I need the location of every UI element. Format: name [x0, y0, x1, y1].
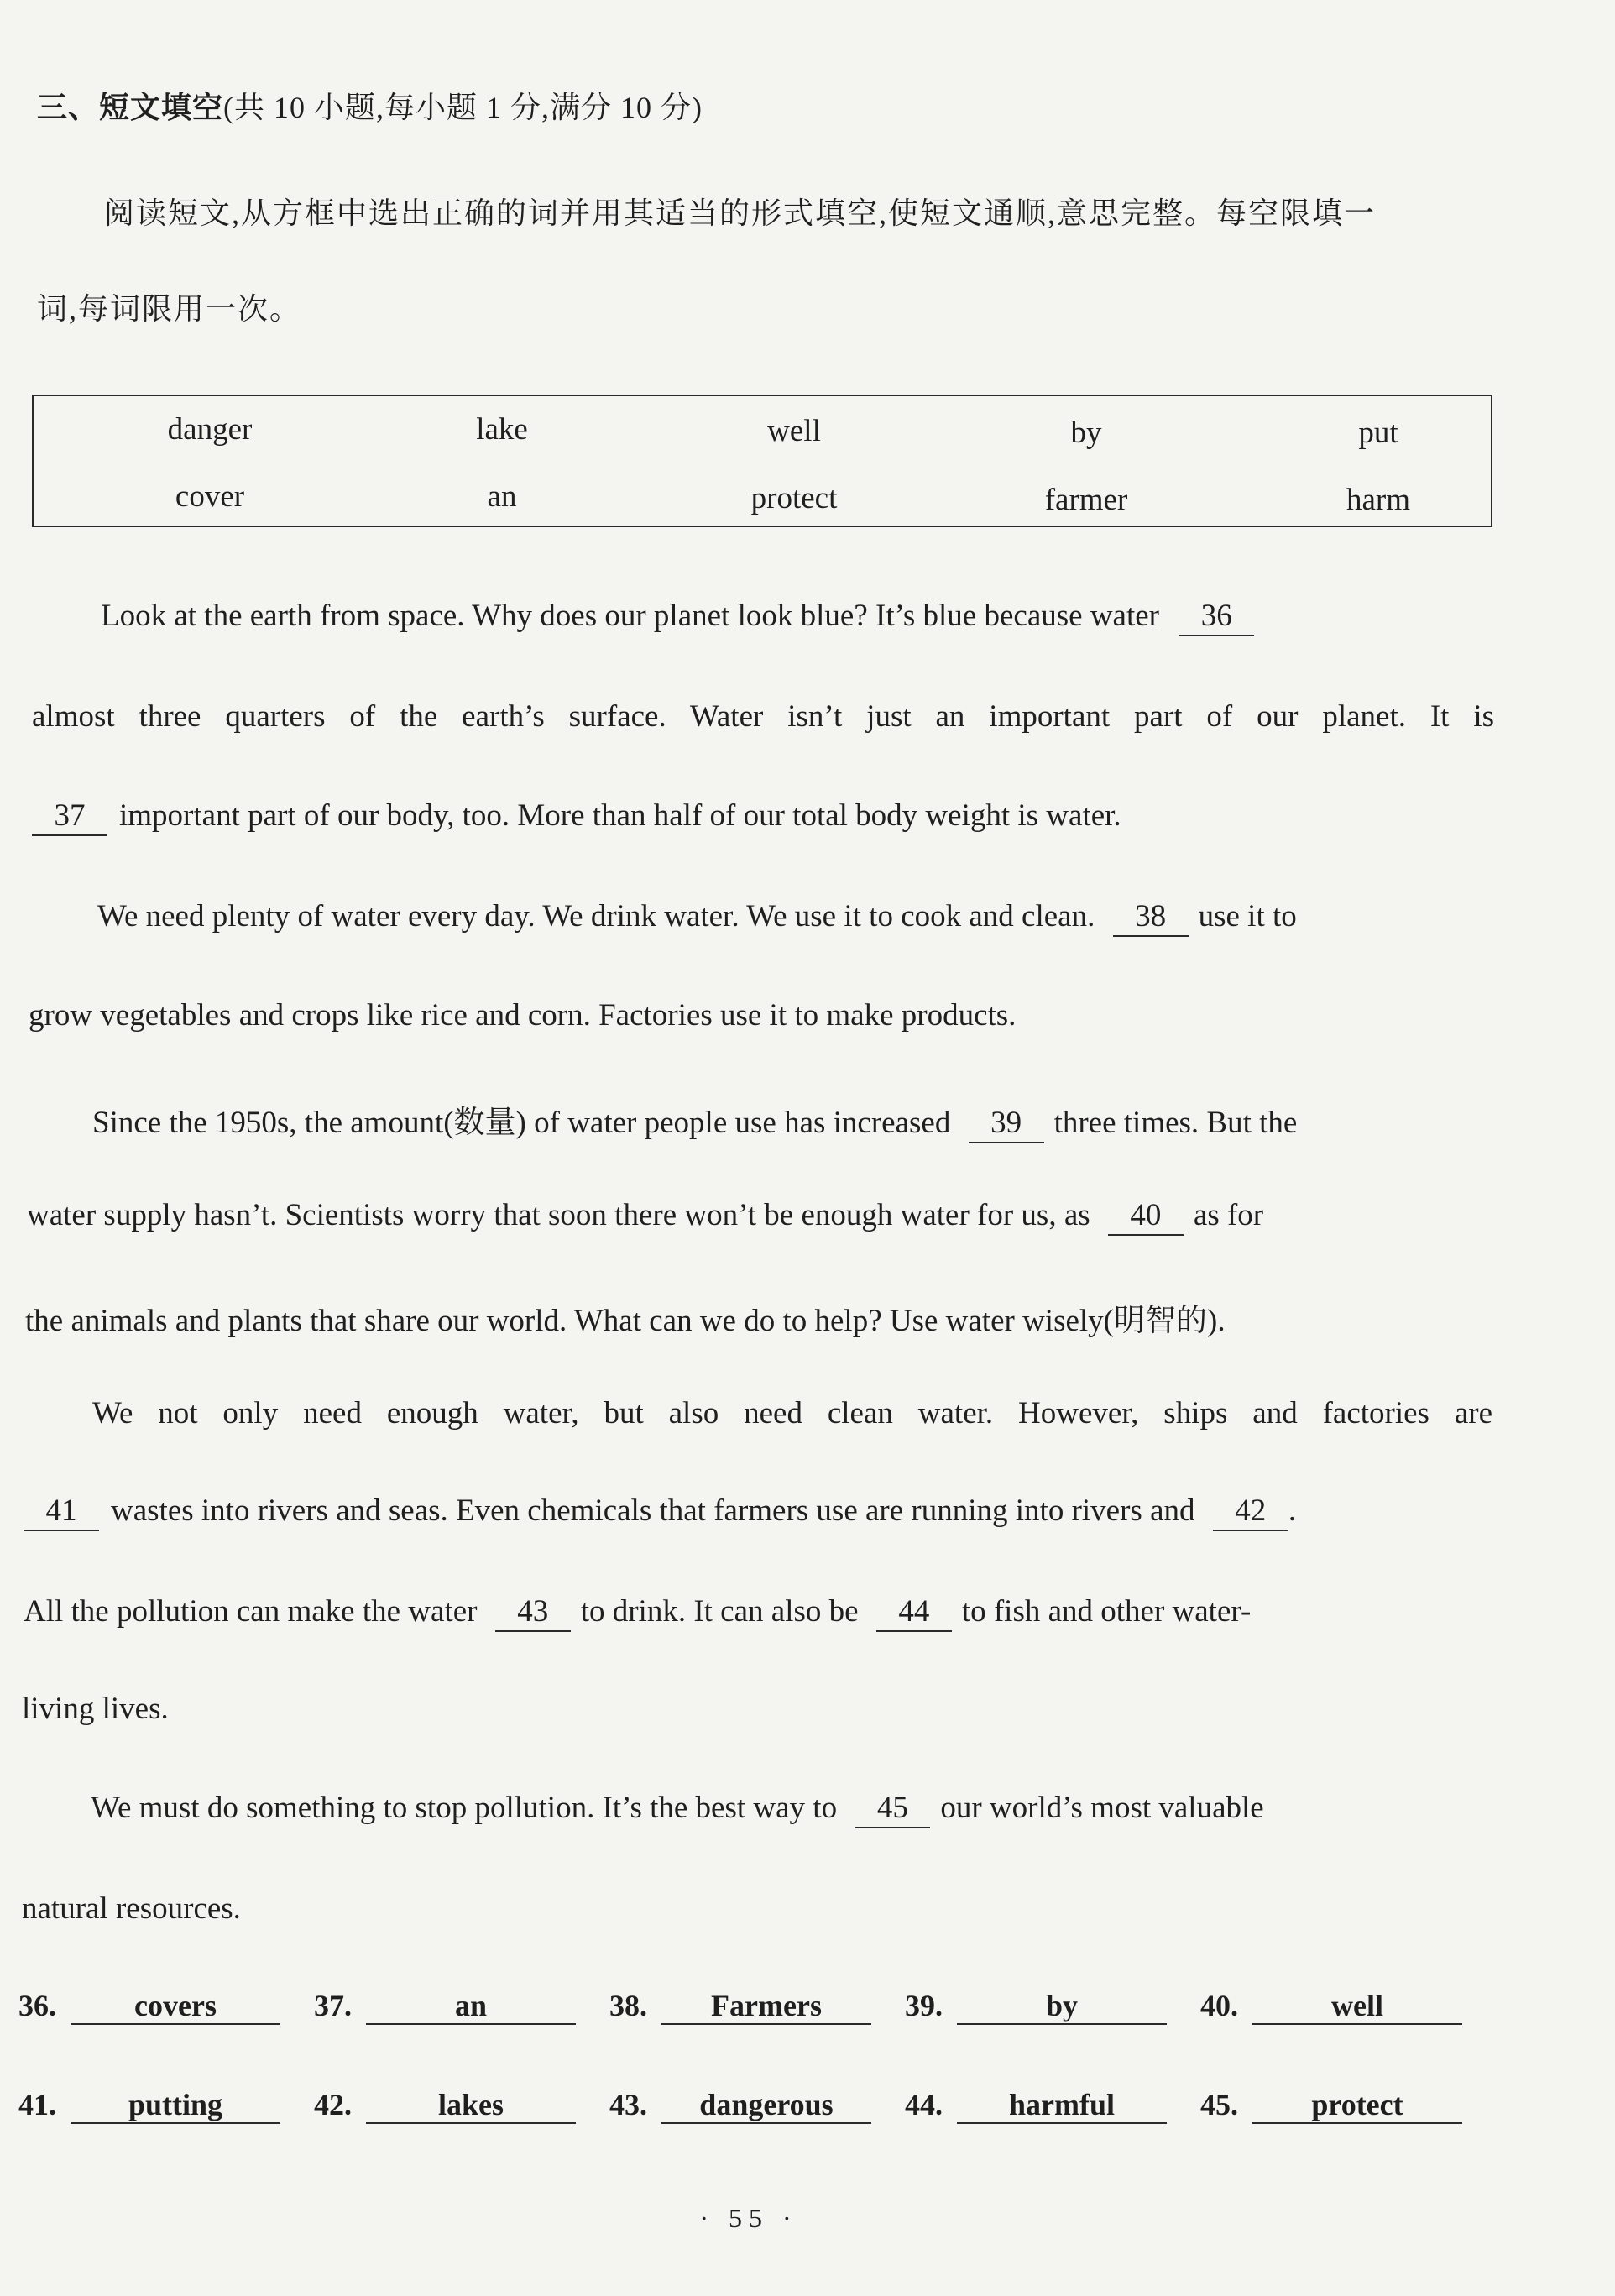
word-cover: cover	[175, 479, 245, 514]
passage-line	[92, 1096, 1494, 1143]
answer-number: 39.	[905, 1989, 943, 2022]
instructions-line-1: 阅读短文,从方框中选出正确的词并用其适当的形式填空,使短文通顺,意思完整。每空限填一	[104, 196, 1377, 230]
passage-text: our world’s most valuable	[940, 1791, 1264, 1825]
blank-37: 37	[32, 798, 107, 836]
answer-value: harmful	[957, 2087, 1167, 2124]
blank-38: 38	[1113, 899, 1189, 937]
passage-line	[24, 1593, 1494, 1632]
passage-line	[101, 598, 1494, 636]
section-heading	[37, 84, 703, 127]
blank-42: 42	[1213, 1493, 1288, 1531]
passage-text: to fish and other water-	[961, 1594, 1252, 1629]
passage-text: wastes into rivers and seas. Even chemicals that farmers use are running into rivers and	[111, 1493, 1195, 1528]
answer-number: 40.	[1200, 1989, 1238, 2022]
passage-text: Since the 1950s, the amount(数量) of water people use has increased	[92, 1106, 951, 1140]
answer-value: Farmers	[661, 1988, 871, 2025]
answer-value: an	[366, 1988, 576, 2025]
answer-number: 45.	[1200, 2088, 1238, 2121]
answer-value: covers	[71, 1988, 280, 2025]
passage-text: All the pollution can make the water	[24, 1594, 478, 1629]
passage-line: natural resources.	[22, 1891, 241, 1926]
answer-number: 41.	[18, 2088, 56, 2121]
answer-number: 37.	[314, 1989, 352, 2022]
word-danger: danger	[167, 412, 253, 447]
passage-line	[27, 1197, 1494, 1236]
passage-text: important part of our body, too. More than half of our total body weight is water.	[119, 798, 1121, 833]
passage-line: the animals and plants that share our world. What can we do to help? Use water wisely(明智的).	[25, 1304, 1226, 1338]
answer-value: by	[957, 1988, 1167, 2025]
passage-line: We not only need enough water, but also need clean water. However, ships and factories are	[92, 1396, 1492, 1430]
passage-text: to drink. It can also be	[580, 1594, 859, 1629]
blank-43: 43	[495, 1594, 571, 1632]
answer-number: 42.	[314, 2088, 352, 2121]
passage-line: almost three quarters of the earth’s surface. Water isn’t just an important part of our planet. It is	[32, 699, 1494, 734]
word-by: by	[1070, 416, 1102, 450]
passage-line	[24, 1493, 1494, 1531]
passage-text: as for	[1193, 1198, 1264, 1232]
passage-line	[32, 798, 1501, 836]
answer-value: putting	[71, 2087, 280, 2124]
word-protect: protect	[750, 481, 838, 515]
page-number: · 55 ·	[699, 2203, 798, 2233]
answer-value: lakes	[366, 2087, 576, 2124]
passage-text: We need plenty of water every day. We drink water. We use it to cook and clean.	[97, 899, 1095, 934]
passage-text: use it to	[1198, 899, 1297, 934]
blank-39: 39	[969, 1106, 1044, 1143]
section-title-bold: 三、短文填空	[37, 91, 224, 124]
passage-text: We must do something to stop pollution. It’s the best way to	[91, 1791, 838, 1825]
blank-40: 40	[1108, 1198, 1184, 1236]
answer-number: 43.	[609, 2088, 647, 2121]
word-put: put	[1358, 416, 1398, 450]
answer-number: 38.	[609, 1989, 647, 2022]
answer-value: well	[1252, 1988, 1462, 2025]
word-an: an	[487, 479, 517, 514]
answer-number: 36.	[18, 1989, 56, 2022]
passage-text: Look at the earth from space. Why does our planet look blue? It’s blue because water	[101, 599, 1159, 633]
instructions-line-2: 词,每词限用一次。	[37, 292, 302, 326]
word-well: well	[767, 414, 821, 448]
word-box	[32, 395, 1492, 527]
word-lake: lake	[476, 412, 528, 447]
passage-text: three times. But the	[1053, 1106, 1298, 1140]
blank-45: 45	[855, 1791, 930, 1828]
passage-line: grow vegetables and crops like rice and corn. Factories use it to make products.	[29, 998, 1017, 1033]
period-text: .	[1288, 1493, 1296, 1528]
passage-text: water supply hasn’t. Scientists worry that soon there won’t be enough water for us, as	[27, 1198, 1090, 1232]
passage-line: living lives.	[22, 1692, 169, 1726]
passage-line	[91, 1790, 1494, 1828]
blank-36: 36	[1179, 599, 1254, 636]
word-farmer: farmer	[1044, 483, 1128, 517]
section-score-note: (共 10 小题,每小题 1 分,满分 10 分)	[223, 91, 703, 124]
passage-line	[97, 898, 1494, 937]
blank-44: 44	[876, 1594, 952, 1632]
word-harm: harm	[1346, 483, 1411, 517]
answer-value: protect	[1252, 2087, 1462, 2124]
answer-value: dangerous	[661, 2087, 871, 2124]
answer-number: 44.	[905, 2088, 943, 2121]
blank-41: 41	[24, 1493, 99, 1531]
